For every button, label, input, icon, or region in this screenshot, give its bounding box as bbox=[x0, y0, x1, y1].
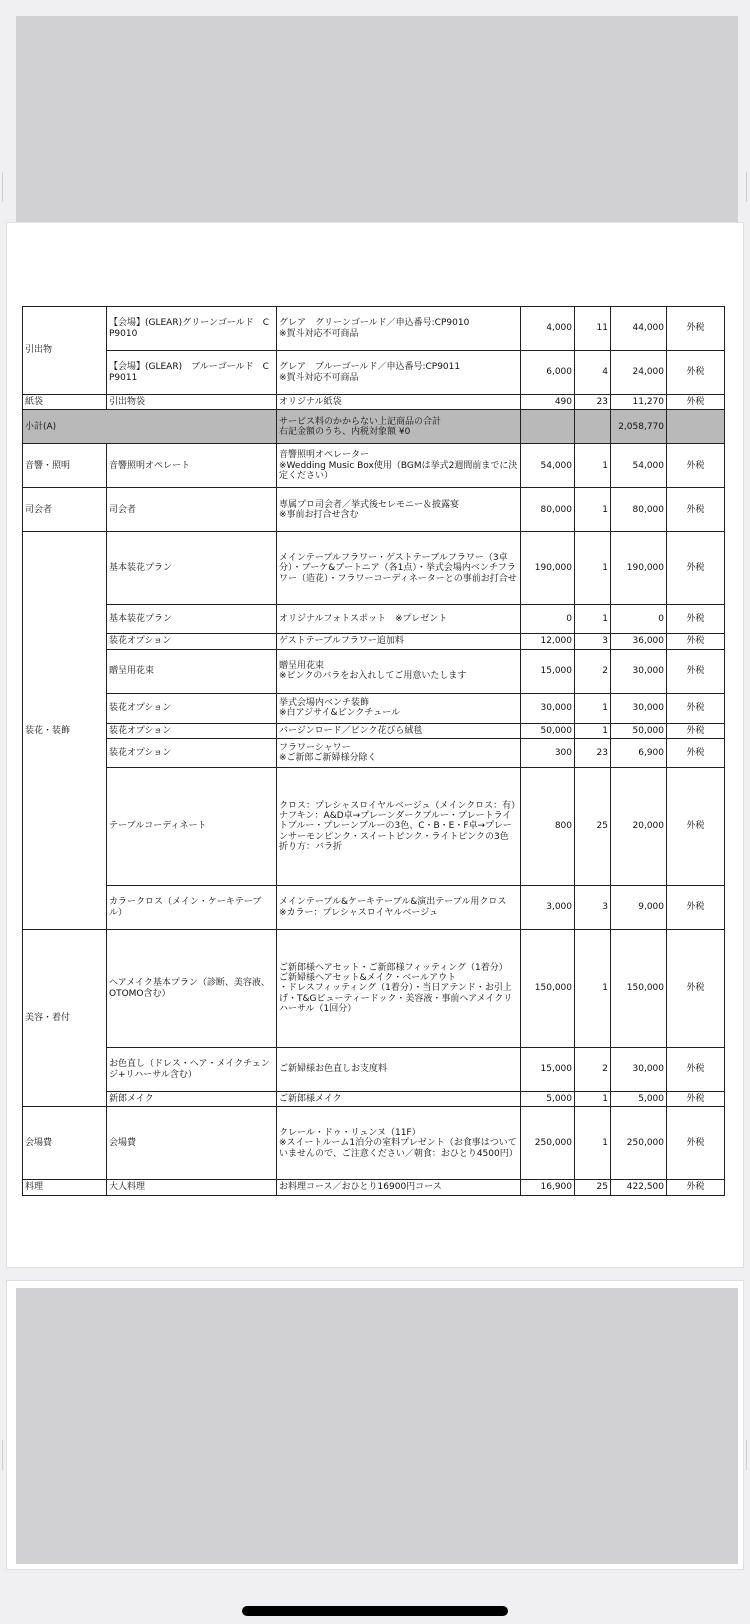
tax-type-cell: 外税 bbox=[667, 395, 725, 410]
tax-type-cell: 外税 bbox=[667, 930, 725, 1048]
unit-price-cell: 54,000 bbox=[521, 444, 575, 488]
description-cell: オリジナル紙袋 bbox=[277, 395, 521, 410]
table-row bbox=[23, 634, 725, 649]
description-cell: フラワーシャワー ※ご新郎ご新婦様分除く bbox=[277, 739, 521, 768]
description-cell: ご新郎様ヘアセット・ご新郎様フィッティング（1着分） ご新婦様ヘアセット&メイク・ベールアウト ・ドレスフィッティング（1着分）・当日アテンド・お引上げ・T&Gビューティードック・美容液・事前ヘアメイクリハーサル（1回分） bbox=[277, 930, 521, 1048]
amount-cell: 190,000 bbox=[611, 532, 667, 605]
item-cell: 大人料理 bbox=[107, 1180, 277, 1195]
quantity-cell: 1 bbox=[575, 930, 611, 1048]
unit-price-cell: 5,000 bbox=[521, 1092, 575, 1107]
quantity-cell: 23 bbox=[575, 739, 611, 768]
quantity-cell: 1 bbox=[575, 488, 611, 532]
unit-price-cell: 800 bbox=[521, 768, 575, 886]
description-cell: メインテーブル&ケーキテーブル&演出テーブル用クロス ※カラー：プレシャスロイヤルベージュ bbox=[277, 886, 521, 930]
item-cell: 装花オプション bbox=[107, 634, 277, 649]
table-row bbox=[23, 649, 725, 693]
item-cell: 装花オプション bbox=[107, 693, 277, 723]
description-cell: メインテーブルフラワー・ゲストテーブルフラワー（3卓分）・ブーケ&ブートニア（各1点）・挙式会場内ベンチフラワー（造花）・フラワーコーディネーターとの事前お打合せ bbox=[277, 532, 521, 605]
tax-type-cell: 外税 bbox=[667, 886, 725, 930]
quantity-cell: 4 bbox=[575, 351, 611, 395]
table-row bbox=[23, 395, 725, 410]
tax-type-cell: 外税 bbox=[667, 351, 725, 395]
description-cell: 専属プロ司会者／挙式後セレモニー＆披露宴 ※事前お打合せ含む bbox=[277, 488, 521, 532]
quantity-cell: 2 bbox=[575, 649, 611, 693]
amount-cell: 50,000 bbox=[611, 723, 667, 738]
tax-type-cell: 外税 bbox=[667, 1048, 725, 1092]
description-cell: 音響照明オペレーター ※Wedding Music Box使用（BGMは挙式2週間前までに決定ください） bbox=[277, 444, 521, 488]
item-cell: 装花オプション bbox=[107, 723, 277, 738]
tax-type-cell: 外税 bbox=[667, 532, 725, 605]
tax-type-cell: 外税 bbox=[667, 768, 725, 886]
category-cell: 音響・照明 bbox=[23, 444, 107, 488]
quantity-cell: 1 bbox=[575, 532, 611, 605]
unit-price-cell: 80,000 bbox=[521, 488, 575, 532]
tax-type-cell: 外税 bbox=[667, 1107, 725, 1180]
quantity-cell: 3 bbox=[575, 634, 611, 649]
description-cell: ご新婦様お色直しお支度料 bbox=[277, 1048, 521, 1092]
quantity-cell: 1 bbox=[575, 1092, 611, 1107]
quantity-cell: 11 bbox=[575, 307, 611, 351]
quantity-cell: 1 bbox=[575, 605, 611, 634]
amount-cell: 11,270 bbox=[611, 395, 667, 410]
item-cell: 音響照明オペレート bbox=[107, 444, 277, 488]
page-edge-left-lower bbox=[2, 1440, 3, 1470]
tax-type-cell: 外税 bbox=[667, 634, 725, 649]
redacted-area-bottom bbox=[16, 1288, 738, 1564]
subtotal-label: 小計(A) bbox=[23, 410, 277, 444]
unit-price-cell: 250,000 bbox=[521, 1107, 575, 1180]
description-cell: オリジナルフォトスポット ※プレゼント bbox=[277, 605, 521, 634]
amount-cell: 150,000 bbox=[611, 930, 667, 1048]
category-cell: 引出物 bbox=[23, 307, 107, 395]
item-cell: 引出物袋 bbox=[107, 395, 277, 410]
unit-price-cell: 3,000 bbox=[521, 886, 575, 930]
amount-cell: 6,900 bbox=[611, 739, 667, 768]
estimate-table bbox=[22, 306, 725, 1196]
item-cell: お色直し（ドレス・ヘア・メイクチェンジ+リハーサル含む） bbox=[107, 1048, 277, 1092]
quantity-cell: 25 bbox=[575, 1180, 611, 1195]
description-cell: 挙式会場内ベンチ装飾 ※白アジサイ&ピンクチュール bbox=[277, 693, 521, 723]
quantity-cell: 25 bbox=[575, 768, 611, 886]
home-indicator[interactable] bbox=[242, 1606, 508, 1616]
description-cell: ゲストテーブルフラワー追加料 bbox=[277, 634, 521, 649]
item-cell: 装花オプション bbox=[107, 739, 277, 768]
table-row bbox=[23, 532, 725, 605]
category-cell: 装花・装飾 bbox=[23, 532, 107, 930]
description-cell: バージンロード／ピンク花びら絨毯 bbox=[277, 723, 521, 738]
tax-type-cell: 外税 bbox=[667, 739, 725, 768]
unit-price-cell: 15,000 bbox=[521, 649, 575, 693]
amount-cell: 30,000 bbox=[611, 693, 667, 723]
tax-type-cell: 外税 bbox=[667, 723, 725, 738]
table-row bbox=[23, 351, 725, 395]
amount-cell: 44,000 bbox=[611, 307, 667, 351]
table-row bbox=[23, 444, 725, 488]
item-cell: カラークロス（メイン・ケーキテーブル） bbox=[107, 886, 277, 930]
item-cell: 基本装花プラン bbox=[107, 532, 277, 605]
tax-type-cell: 外税 bbox=[667, 649, 725, 693]
table-row bbox=[23, 488, 725, 532]
subtotal-amount: 2,058,770 bbox=[611, 410, 667, 444]
item-cell: 贈呈用花束 bbox=[107, 649, 277, 693]
table-row bbox=[23, 886, 725, 930]
quantity-cell: 2 bbox=[575, 1048, 611, 1092]
description-cell: クロス：プレシャスロイヤルベージュ（メインクロス：有） ナフキン：A&D卓→プレーンダークブルー・プレートライトブルー・プレーンブルーの3色、C・B・E・F卓→プレーンサーモンピンク・スイートピンク・ライトピンクの3色 折り方：バラ折 bbox=[277, 768, 521, 886]
tax-type-cell: 外税 bbox=[667, 1092, 725, 1107]
table-row bbox=[23, 1048, 725, 1092]
category-cell: 司会者 bbox=[23, 488, 107, 532]
category-cell: 美容・着付 bbox=[23, 930, 107, 1107]
quantity-cell: 1 bbox=[575, 723, 611, 738]
unit-price-cell: 12,000 bbox=[521, 634, 575, 649]
amount-cell: 30,000 bbox=[611, 649, 667, 693]
tax-type-cell: 外税 bbox=[667, 307, 725, 351]
unit-price-cell: 300 bbox=[521, 739, 575, 768]
description-cell: クレール・ドゥ・リュンヌ（11F） ※スイートルーム1泊分の室料プレゼント（お食事はついていませんので、ご注意ください／朝食：おひとり4500円） bbox=[277, 1107, 521, 1180]
table-row bbox=[23, 1092, 725, 1107]
unit-price-cell: 150,000 bbox=[521, 930, 575, 1048]
item-cell: 会場費 bbox=[107, 1107, 277, 1180]
table-row bbox=[23, 605, 725, 634]
table-row bbox=[23, 307, 725, 351]
amount-cell: 36,000 bbox=[611, 634, 667, 649]
page-edge-right bbox=[746, 172, 747, 202]
table-row bbox=[23, 1107, 725, 1180]
category-cell: 会場費 bbox=[23, 1107, 107, 1180]
page-edge-right-lower bbox=[746, 1440, 747, 1470]
quantity-cell: 3 bbox=[575, 886, 611, 930]
amount-cell: 24,000 bbox=[611, 351, 667, 395]
unit-price-cell: 4,000 bbox=[521, 307, 575, 351]
category-cell: 料理 bbox=[23, 1180, 107, 1195]
tax-type-cell: 外税 bbox=[667, 488, 725, 532]
unit-price-cell: 15,000 bbox=[521, 1048, 575, 1092]
tax-type-cell: 外税 bbox=[667, 1180, 725, 1195]
item-cell: 司会者 bbox=[107, 488, 277, 532]
description-cell: お料理コース／おひとり16900円コース bbox=[277, 1180, 521, 1195]
item-cell: 基本装花プラン bbox=[107, 605, 277, 634]
unit-price-cell: 6,000 bbox=[521, 351, 575, 395]
amount-cell: 422,500 bbox=[611, 1180, 667, 1195]
table-row bbox=[23, 739, 725, 768]
item-cell: 新郎メイク bbox=[107, 1092, 277, 1107]
unit-price-cell: 0 bbox=[521, 605, 575, 634]
amount-cell: 9,000 bbox=[611, 886, 667, 930]
amount-cell: 54,000 bbox=[611, 444, 667, 488]
table-row bbox=[23, 1180, 725, 1195]
subtotal-row bbox=[23, 410, 725, 444]
item-cell: テーブルコーディネート bbox=[107, 768, 277, 886]
table-row bbox=[23, 768, 725, 886]
description-cell: 贈呈用花束 ※ピンクのバラをお入れしてご用意いたします bbox=[277, 649, 521, 693]
table-row bbox=[23, 723, 725, 738]
unit-price-cell: 30,000 bbox=[521, 693, 575, 723]
subtotal-description: サービス料のかからない上記商品の合計 右記金額のうち、内税対象額 ¥0 bbox=[277, 410, 521, 444]
description-cell: ご新郎様メイク bbox=[277, 1092, 521, 1107]
unit-price-cell: 16,900 bbox=[521, 1180, 575, 1195]
quantity-cell: 1 bbox=[575, 693, 611, 723]
quantity-cell: 1 bbox=[575, 444, 611, 488]
item-cell: 【会場】(GLEAR) ブルーゴールド CP9011 bbox=[107, 351, 277, 395]
amount-cell: 0 bbox=[611, 605, 667, 634]
table-row bbox=[23, 930, 725, 1048]
unit-price-cell: 50,000 bbox=[521, 723, 575, 738]
quantity-cell: 1 bbox=[575, 1107, 611, 1180]
description-cell: グレア グリーンゴールド／申込番号:CP9010 ※賀斗対応不可商品 bbox=[277, 307, 521, 351]
description-cell: グレア ブルーゴールド／申込番号:CP9011 ※賀斗対応不可商品 bbox=[277, 351, 521, 395]
table-row bbox=[23, 693, 725, 723]
category-cell: 紙袋 bbox=[23, 395, 107, 410]
unit-price-cell: 490 bbox=[521, 395, 575, 410]
quantity-cell: 23 bbox=[575, 395, 611, 410]
amount-cell: 20,000 bbox=[611, 768, 667, 886]
item-cell: 【会場】(GLEAR)グリーンゴールド CP9010 bbox=[107, 307, 277, 351]
amount-cell: 250,000 bbox=[611, 1107, 667, 1180]
tax-type-cell: 外税 bbox=[667, 444, 725, 488]
page-edge-left bbox=[2, 172, 3, 202]
amount-cell: 80,000 bbox=[611, 488, 667, 532]
amount-cell: 30,000 bbox=[611, 1048, 667, 1092]
amount-cell: 5,000 bbox=[611, 1092, 667, 1107]
tax-type-cell: 外税 bbox=[667, 693, 725, 723]
item-cell: ヘアメイク基本プラン（診断、美容液、OTOMO含む） bbox=[107, 930, 277, 1048]
tax-type-cell: 外税 bbox=[667, 605, 725, 634]
unit-price-cell: 190,000 bbox=[521, 532, 575, 605]
